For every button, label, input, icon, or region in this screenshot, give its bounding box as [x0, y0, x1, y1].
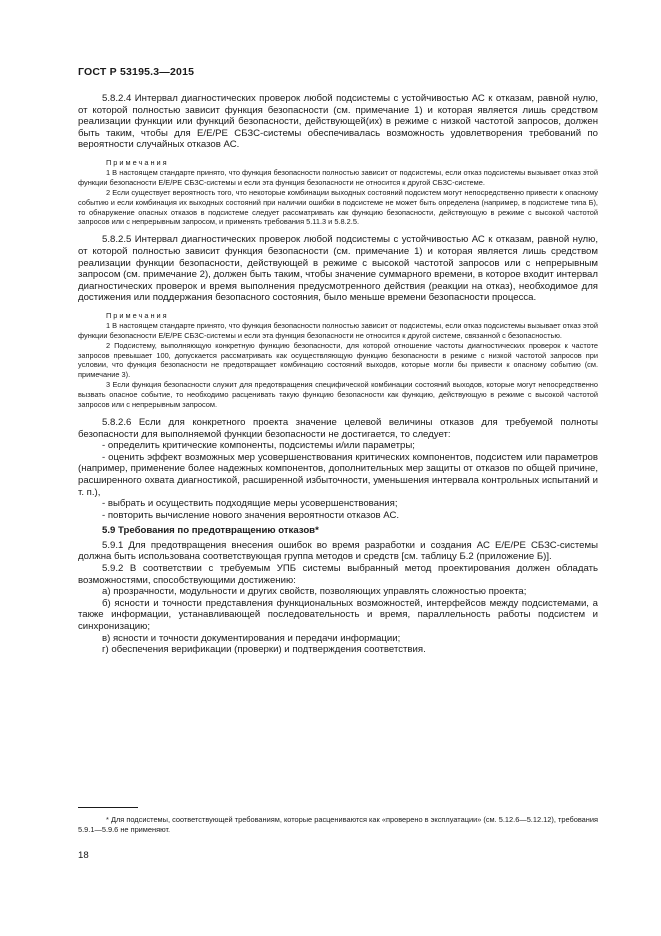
list-item: г) обеспечения верификации (проверки) и подтверждения соответствия. [102, 644, 426, 656]
document-body [78, 93, 598, 656]
clause-5-8-2-6: 5.8.2.6 Если для конкретного проекта значение целевой величины отказов для требуемой полноты безопасности для выполняемой функции безопасности не достигается, то следует: [78, 416, 598, 440]
notes-heading: Примечания [106, 157, 169, 167]
list-item: в) ясности и точности документирования и передачи информации; [102, 632, 401, 644]
page-number: 18 [78, 850, 89, 861]
section-heading-5-9: 5.9 Требования по предотвращению отказов* [102, 525, 319, 537]
list-item: а) прозрачности, модульности и других свойств, позволяющих управлять сложностью проекта; [102, 586, 527, 598]
list-item: - оценить эффект возможных мер усовершенствования критических компонентов, подсистем или параметров (например, применение более надежных компонентов, дополнительных мер защиты от отказов по общей причине, расширенного охвата диагностикой, расширенной избыточности, уменьшения интервала контрольных испытаний и т. п.), [78, 451, 598, 498]
footnote: * Для подсистемы, соответствующей требованиям, которые расцениваются как «проверено в эксплуатации» (см. 5.12.6—5.12.12), требования 5.9.1—5.9.6 не применяют. [78, 815, 598, 834]
notes-heading: Примечания [106, 310, 169, 320]
note-2: 2 Подсистему, выполняющую конкретную функцию безопасности, для которой отношение частоты диагностических проверок к частоте запросов превышает 100, допускается рассматривать как осуществляющую функцию безопасности в режиме с низкой частотой запросов при условии, что функция безопасности не предотвращает комбинацию состояний выходов, которые могли бы привести к опасному событию (см. примечание 3). [78, 340, 598, 380]
note-1: 1 В настоящем стандарте принято, что функция безопасности полностью зависит от подсистемы, если отказ подсистемы вызывает отказ этой функции безопасности E/E/PE СБЗС-системы и если эта функция безопасности не относится к другой СБЗС-системе. [78, 167, 598, 187]
document-header: ГОСТ Р 53195.3—2015 [78, 66, 195, 78]
clause-5-9-2: 5.9.2 В соответствии с требуемым УПБ системы выбранный метод проектирования должен обладать возможностями, способствующими достижению: [78, 563, 598, 586]
clause-5-8-2-5: 5.8.2.5 Интервал диагностических проверок любой подсистемы с устойчивостью АС к отказам, равной нулю, от которой полностью зависит функция безопасности (см. примечание 1) и которая является лишь средством реализации функции безопасности, действующей в режиме с высокой частотой запросов или с непрерывным запросом (см. примечание 2), должен быть таким, чтобы значение суммарного времени, в которое входит интервал диагностических проверок и время выполнения предусмотренного действия (реакции на отказ), необходимое для достижения или поддержания безопасного состояния, было меньше времени безопасности процесса. [78, 234, 598, 304]
list-item: - повторить вычисление нового значения вероятности отказов АС. [102, 509, 400, 521]
note-1: 1 В настоящем стандарте принято, что функция безопасности полностью зависит от подсистемы, если отказ подсистемы вызывает отказ этой функции безопасности E/E/PE СБЗС-системы и если эта функция безопасности не относится к другой системе, связанной с безопасностью. [78, 320, 598, 340]
list-item: - выбрать и осуществить подходящие меры усовершенствования; [102, 498, 398, 510]
clause-5-8-2-4: 5.8.2.4 Интервал диагностических проверок любой подсистемы с устойчивостью АС к отказам, равной нулю, от которой полностью зависит функция безопасности (см. примечание 1) и которая является лишь средством реализации функции или функций безопасности, действующей(их) в режиме с низкой частотой запросов, должен быть таким, чтобы для E/E/PE СБЗС-системы обеспечивалась возможность удовлетворения требований по вероятности случайных отказов АС. [78, 93, 598, 151]
list-item: б) ясности и точности представления функциональных возможностей, интерфейсов между подсистемами, а также информации, устанавливающей последовательность и время, параллельность работы подсистем и синхронизацию; [78, 597, 598, 633]
list-item: - определить критические компоненты, подсистемы и/или параметры; [102, 440, 415, 452]
note-3: 3 Если функция безопасности служит для предотвращения специфической комбинации состояний выходов, которые могут непосредственно вызвать опасное событие, то необходимо расценивать такую функцию безопасности как функцию, действующую в режиме с высокой частотой запросов или с непрерывным запросом. [78, 380, 598, 410]
note-2: 2 Если существует вероятность того, что некоторые комбинации выходных состояний подсистем могут непосредственно привести к опасному событию и если комбинация их выходных состояний при наличии ошибки в подсистеме не может быть определена (например, в подсистеме типа Б), то обнаружение опасных отказов в подсистеме следует рассматривать как функцию безопасности, действующую в режиме с высокой частотой запросов или с непрерывным запросом, и применять требования 5.11.3 и 5.8.2.5. [78, 187, 598, 227]
footnote-divider [78, 807, 138, 808]
clause-5-9-1: 5.9.1 Для предотвращения внесения ошибок во время разработки и создания АС E/E/PE СБЗС-системы должна быть использована соответствующая группа методов и средств [см. таблицу Б.2 (приложение Б)]. [78, 539, 598, 563]
